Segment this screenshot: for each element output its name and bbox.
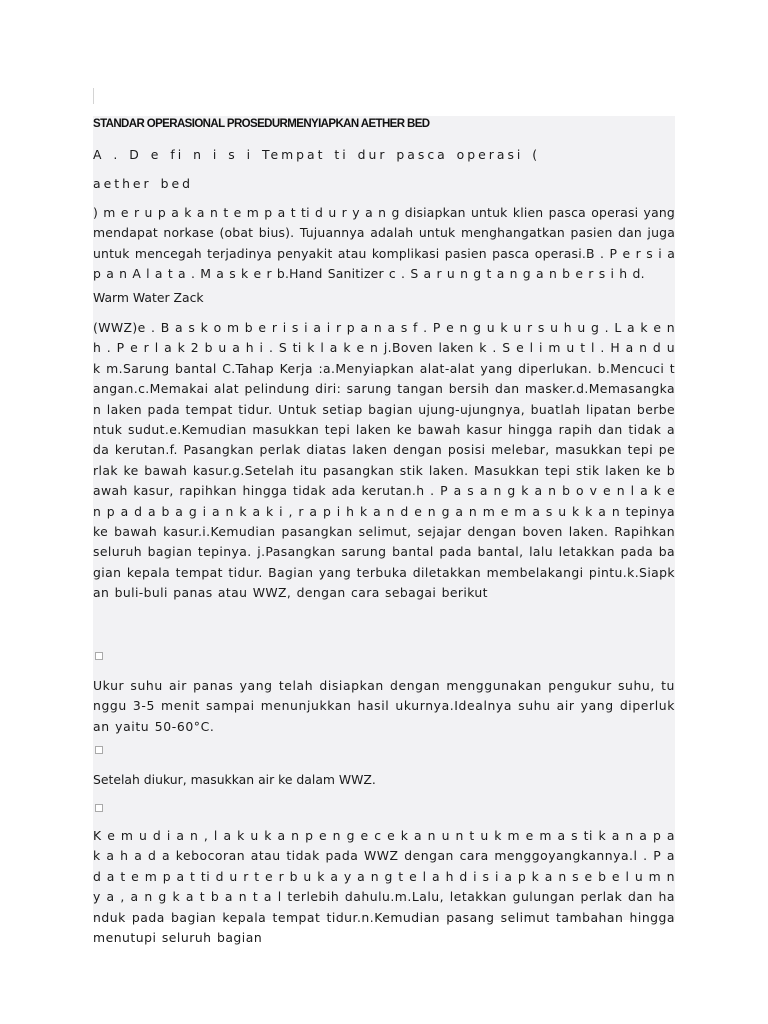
paragraph-check-leakage: K e m u d i a n , l a k u k a n p e n g e c e k a n u n t u k m e m a s ti k a n a p a k a h a d a kebocoran atau tidak pada WWZ dengan cara menggoyangkannya.l . P a d a t e m p a t ti d u r t e r b u k a y a n g t e l a h d i s i a p k a n s e b e l u m n y a , a n g k a t b a n t a l terlebih dahulu.m.Lalu, letakkan gulungan perlak dan handuk pada bagian kepala tempat tidur.n.Kemudian pasang selimut tambahan hingga menutupi seluruh bagian xyxy=(93,828,675,946)
paragraph-warm-water-zack: Warm Water Zack xyxy=(93,290,204,305)
document-page xyxy=(93,116,675,946)
paragraph-purpose-and-tools: ) m e r u p a k a n t e m p a t ti d u r y a n g disiapkan untuk klien pasca operasi yang mendapat norkase (obat bius). Tujuannya adalah untuk menghangatkan pasien dan juga untuk mencegah terjadinya penyakit atau komplikasi pasien pasca operasi.B . P e r s i a p a n A l a t a . M a s k e r b.Hand Sanitizer c . S a r u n g t a n g a n b e r s i h d. xyxy=(93,205,675,282)
paragraph-tools-and-steps: (WWZ)e . B a s k o m b e r i s i a i r p a n a s f . P e n g u k u r s u h u g . L a k e n h . P e r l a k 2 b u a h i . S ti k l a k e n j.Boven laken k . S e l i m u t l . H a n d u k m.Sarung bantal C.Tahap Kerja :a.Menyiapkan alat-alat yang diperlukan. b.Mencuci tangan.c.Memakai alat pelindung diri: sarung tangan bersih dan masker.d.Memasangkan laken pada tempat tidur. Untuk setiap bagian ujung-ujungnya, buatlah lipatan berbentuk sudut.e.Kemudian masukkan tepi laken ke bawah kasur hingga rapih dan tidak ada kerutan.f. Pasangkan perlak diatas laken dengan posisi melebar, masukkan tepi perlak ke bawah kasur.g.Setelah itu pasangkan stik laken. Masukkan tepi stik laken ke bawah kasur, rapihkan hingga tidak ada kerutan.h . P a s a n g k a n b o v e n l a k e n p a d a b a g i a n k a k i , r a p i h k a n d e n g a n m e m a s u k k a n tepinya ke bawah kasur.i.Kemudian pasangkan selimut, sejajar dengan boven laken. Rapihkan seluruh bagian tepinya. j.Pasangkan sarung bantal pada bantal, lalu letakkan pada bagian kepala tempat tidur. Bagian yang terbuka diletakkan membelakangi pintu.k.Siapkan buli-buli panas atau WWZ, dengan cara sebagai berikut xyxy=(93,320,675,601)
paragraph-fill-wwz: Setelah diukur, masukkan air ke dalam WWZ. xyxy=(93,772,376,787)
checkbox-square-icon xyxy=(95,746,103,754)
paragraph-aether-bed: aether bed xyxy=(93,176,193,191)
document-title: STANDAR OPERASIONAL PROSEDURMENYIAPKAN AETHER BED xyxy=(93,118,430,130)
checkbox-square-icon xyxy=(95,804,103,812)
paragraph-measure-temperature: Ukur suhu air panas yang telah disiapkan dengan menggunakan pengukur suhu, tunggu 3-5 menit sampai menunjukkan hasil ukurnya.Idealnya suhu air yang diperlukan yaitu 50-60°C. xyxy=(93,678,675,734)
checkbox-square-icon xyxy=(95,652,103,660)
text-cursor-mark xyxy=(93,88,94,104)
paragraph-definition: A . D e fi n i s i Tempat ti dur pasca operasi ( xyxy=(93,147,541,162)
